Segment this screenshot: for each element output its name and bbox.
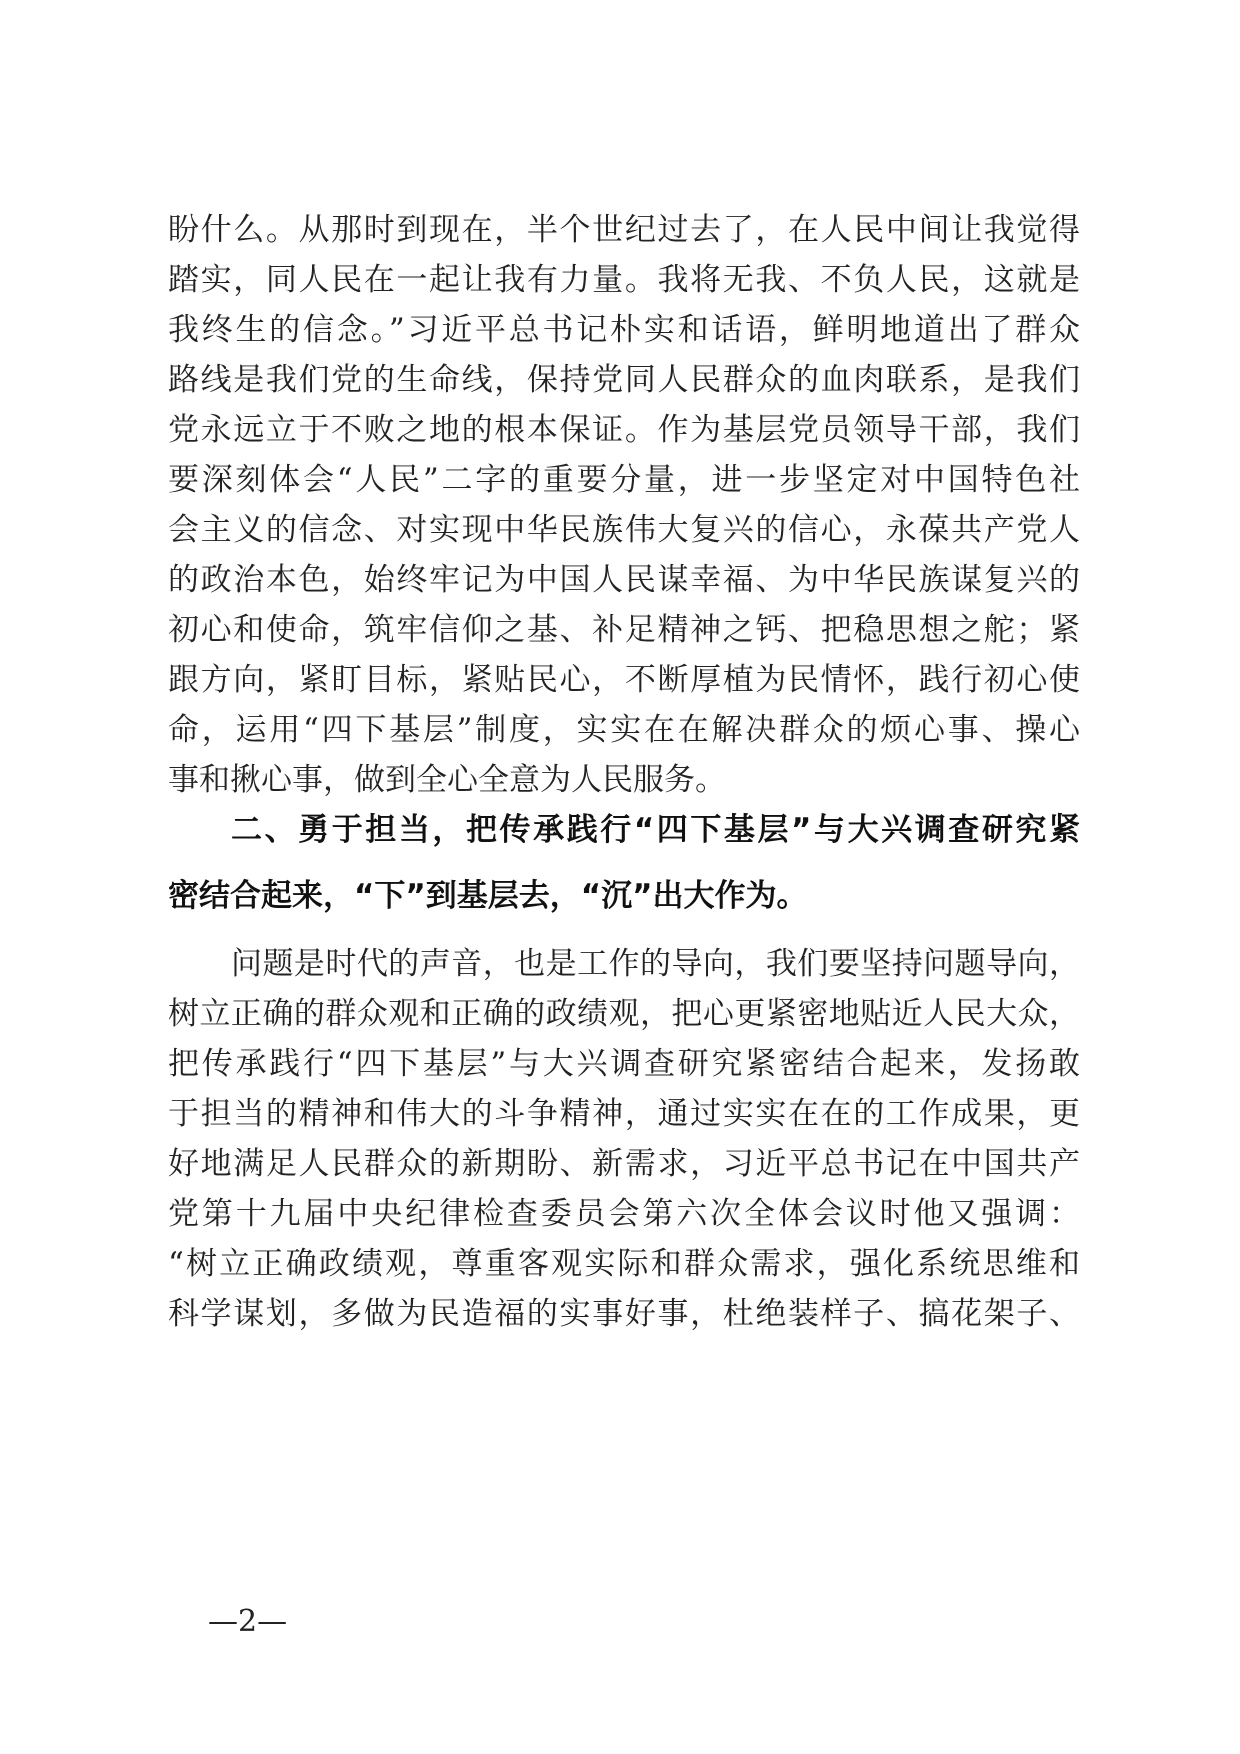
text-line: 初心和使命，筑牢信仰之基、补足精神之钙、把稳思想之舵；紧 xyxy=(168,612,1080,648)
text-line: 科学谋划，多做为民造福的实事好事，杜绝装样子、搞花架子、 xyxy=(168,1296,1080,1332)
text-line: 于担当的精神和伟大的斗争精神，通过实实在在的工作成果，更 xyxy=(168,1096,1080,1132)
text-line: 党永远立于不败之地的根本保证。作为基层党员领导干部，我们 xyxy=(168,412,1080,448)
text-line: “树立正确政绩观，尊重客观实际和群众需求，强化系统思维和 xyxy=(168,1246,1080,1282)
text-line: 把传承践行“四下基层”与大兴调查研究紧密结合起来，发扬敢 xyxy=(168,1046,1080,1082)
text-line: 路线是我们党的生命线，保持党同人民群众的血肉联系，是我们 xyxy=(168,362,1080,398)
text-line: 我终生的信念。”习近平总书记朴实和话语，鲜明地道出了群众 xyxy=(168,312,1080,348)
text-line: 会主义的信念、对实现中华民族伟大复兴的信心，永葆共产党人 xyxy=(168,512,1080,548)
text-line: 的政治本色，始终牢记为中国人民谋幸福、为中华民族谋复兴的 xyxy=(168,562,1080,598)
heading-line: 密结合起来，“下”到基层去，“沉”出大作为。 xyxy=(168,878,808,914)
page-number: —2— xyxy=(208,1604,288,1639)
text-line: 盼什么。从那时到现在，半个世纪过去了，在人民中间让我觉得 xyxy=(168,212,1080,248)
text-line: 命，运用“四下基层”制度，实实在在解决群众的烦心事、操心 xyxy=(168,712,1080,748)
text-line: 好地满足人民群众的新期盼、新需求，习近平总书记在中国共产 xyxy=(168,1146,1080,1182)
text-line: 问题是时代的声音，也是工作的导向，我们要坚持问题导向， xyxy=(231,946,1080,982)
text-line: 树立正确的群众观和正确的政绩观，把心更紧密地贴近人民大众， xyxy=(168,996,1080,1032)
text-line: 踏实，同人民在一起让我有力量。我将无我、不负人民，这就是 xyxy=(168,262,1080,298)
text-line: 事和揪心事，做到全心全意为人民服务。 xyxy=(168,762,726,798)
heading-line: 二、勇于担当，把传承践行“四下基层”与大兴调查研究紧 xyxy=(231,812,1080,848)
text-line: 党第十九届中央纪律检查委员会第六次全体会议时他又强调： xyxy=(168,1196,1080,1232)
text-line: 要深刻体会“人民”二字的重要分量，进一步坚定对中国特色社 xyxy=(168,462,1080,498)
text-line: 跟方向，紧盯目标，紧贴民心，不断厚植为民情怀，践行初心使 xyxy=(168,662,1080,698)
